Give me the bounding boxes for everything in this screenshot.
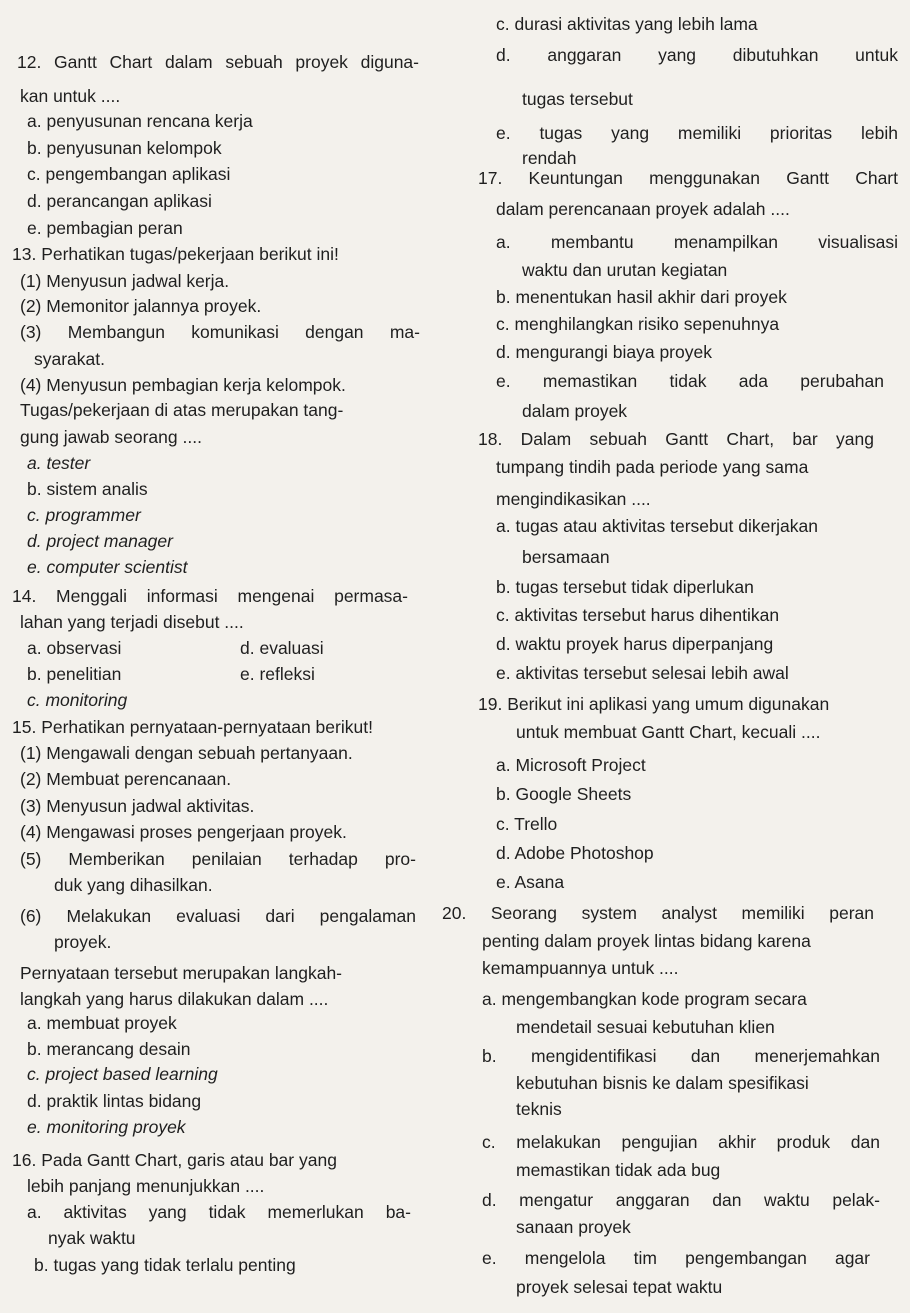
q19-option-d: d. Adobe Photoshop (496, 843, 654, 863)
q15-statement: (5) Memberikan penilaian terhadap pro- (20, 849, 416, 869)
q13-statement: (3) Membangun komunikasi dengan ma- (20, 322, 420, 342)
q15-option-b: b. merancang desain (27, 1039, 191, 1059)
q20-option-c: memastikan tidak ada bug (516, 1160, 721, 1180)
q12-option-e: e. pembagian peran (27, 218, 183, 238)
q15-option-d: d. praktik lintas bidang (27, 1091, 202, 1111)
q16-option-b: b. tugas yang tidak terlalu penting (34, 1255, 296, 1275)
q15-statement: (3) Menyusun jadwal aktivitas. (20, 796, 255, 816)
q16-option-e: rendah (522, 148, 577, 168)
q18-stem-line: 18. Dalam sebuah Gantt Chart, bar yang (478, 429, 874, 449)
q20-option-a: a. mengembangkan kode program secara (482, 989, 807, 1009)
q14-stem-line: lahan yang terjadi disebut .... (20, 612, 244, 632)
q20-stem-line: kemampuannya untuk .... (482, 958, 679, 978)
q20-option-b: kebutuhan bisnis ke dalam spesifikasi (516, 1073, 809, 1093)
q12-option-a: a. penyusunan rencana kerja (27, 111, 253, 131)
q13-statement: (2) Memonitor jalannya proyek. (20, 296, 262, 316)
q14-option-a: a. observasi (27, 638, 122, 658)
q12-stem-line: kan untuk .... (20, 86, 121, 106)
q20-option-d: d. mengatur anggaran dan waktu pelak- (482, 1190, 880, 1210)
q16-stem-line: lebih panjang menunjukkan .... (27, 1176, 265, 1196)
q20-option-d: sanaan proyek (516, 1217, 631, 1237)
q16-option-a: nyak waktu (48, 1228, 136, 1248)
q16-option-d: d. anggaran yang dibutuhkan untuk (496, 45, 898, 65)
q13-statement: (4) Menyusun pembagian kerja kelompok. (20, 375, 346, 395)
q18-option-c: c. aktivitas tersebut harus dihentikan (496, 605, 780, 625)
q12-option-d: d. perancangan aplikasi (27, 191, 212, 211)
q15-statement: (6) Melakukan evaluasi dari pengalaman (20, 906, 416, 926)
q14-option-d: d. evaluasi (240, 638, 324, 658)
q20-option-b: b. mengidentifikasi dan menerjemahkan (482, 1046, 880, 1066)
q13-stem-line: gung jawab seorang .... (20, 427, 202, 447)
q20-option-e: e. mengelola tim pengembangan agar (482, 1248, 870, 1268)
q20-stem-line: 20. Seorang system analyst memiliki peran (442, 903, 874, 923)
q13-option-e: e. computer scientist (27, 557, 188, 577)
q15-statement: (2) Membuat perencanaan. (20, 769, 232, 789)
q20-option-e: proyek selesai tepat waktu (516, 1277, 723, 1297)
q15-stem-line: Pernyataan tersebut merupakan langkah- (20, 963, 343, 983)
q19-option-c: c. Trello (496, 814, 558, 834)
q13-stem-line: 13. Perhatikan tugas/pekerjaan berikut ini! (12, 244, 339, 264)
q14-stem-line: 14. Menggali informasi mengenai permasa- (12, 586, 408, 606)
q12-stem-line: 12. Gantt Chart dalam sebuah proyek diguna- (17, 52, 419, 72)
q17-option-a: waktu dan urutan kegiatan (522, 260, 728, 280)
q19-option-b: b. Google Sheets (496, 784, 632, 804)
q16-option-c: c. durasi aktivitas yang lebih lama (496, 14, 758, 34)
q16-stem-line: 16. Pada Gantt Chart, garis atau bar yang (12, 1150, 337, 1170)
q17-stem-line: dalam perencanaan proyek adalah .... (496, 199, 790, 219)
q13-option-d: d. project manager (27, 531, 173, 551)
q20-option-b: teknis (516, 1099, 562, 1119)
q15-statement: proyek. (54, 932, 112, 952)
q17-option-c: c. menghilangkan risiko sepenuhnya (496, 314, 780, 334)
q18-option-a: a. tugas atau aktivitas tersebut dikerjakan (496, 516, 818, 536)
q16-option-e: e. tugas yang memiliki prioritas lebih (496, 123, 898, 143)
q19-stem-line: 19. Berikut ini aplikasi yang umum digunakan (478, 694, 830, 714)
q15-statement: (1) Mengawali dengan sebuah pertanyaan. (20, 743, 353, 763)
q15-option-a: a. membuat proyek (27, 1013, 177, 1033)
q13-statement: syarakat. (34, 349, 105, 369)
q12-option-c: c. pengembangan aplikasi (27, 164, 231, 184)
q18-option-b: b. tugas tersebut tidak diperlukan (496, 577, 754, 597)
q12-option-b: b. penyusunan kelompok (27, 138, 222, 158)
q13-statement: (1) Menyusun jadwal kerja. (20, 271, 230, 291)
q15-stem-line: langkah yang harus dilakukan dalam .... (20, 989, 329, 1009)
q17-option-d: d. mengurangi biaya proyek (496, 342, 712, 362)
q14-option-b: b. penelitian (27, 664, 122, 684)
q18-option-d: d. waktu proyek harus diperpanjang (496, 634, 774, 654)
q17-option-e: e. memastikan tidak ada perubahan (496, 371, 884, 391)
q15-statement: (4) Mengawasi proses pengerjaan proyek. (20, 822, 347, 842)
q13-option-b: b. sistem analis (27, 479, 148, 499)
q19-option-e: e. Asana (496, 872, 565, 892)
q17-option-a: a. membantu menampilkan visualisasi (496, 232, 898, 252)
q18-option-e: e. aktivitas tersebut selesai lebih awal (496, 663, 789, 683)
q20-option-c: c. melakukan pengujian akhir produk dan (482, 1132, 880, 1152)
q20-stem-line: penting dalam proyek lintas bidang karena (482, 931, 811, 951)
q13-option-c: c. programmer (27, 505, 141, 525)
q16-option-d: tugas tersebut (522, 89, 633, 109)
q13-stem-line: Tugas/pekerjaan di atas merupakan tang- (20, 400, 344, 420)
q15-option-c: c. project based learning (27, 1064, 218, 1084)
q17-option-e: dalam proyek (522, 401, 628, 421)
q19-stem-line: untuk membuat Gantt Chart, kecuali .... (516, 722, 821, 742)
q18-stem-line: tumpang tindih pada periode yang sama (496, 457, 809, 477)
q20-option-a: mendetail sesuai kebutuhan klien (516, 1017, 775, 1037)
q15-statement: duk yang dihasilkan. (54, 875, 213, 895)
q14-option-e: e. refleksi (240, 664, 315, 684)
q17-stem-line: 17. Keuntungan menggunakan Gantt Chart (478, 168, 898, 188)
q15-stem-line: 15. Perhatikan pernyataan-pernyataan berikut! (12, 717, 373, 737)
q19-option-a: a. Microsoft Project (496, 755, 646, 775)
q18-option-a: bersamaan (522, 547, 610, 567)
q16-option-a: a. aktivitas yang tidak memerlukan ba- (27, 1202, 411, 1222)
q17-option-b: b. menentukan hasil akhir dari proyek (496, 287, 787, 307)
q14-option-c: c. monitoring (27, 690, 128, 710)
q18-stem-line: mengindikasikan .... (496, 489, 651, 509)
q15-option-e: e. monitoring proyek (27, 1117, 186, 1137)
q13-option-a: a. tester (27, 453, 91, 473)
